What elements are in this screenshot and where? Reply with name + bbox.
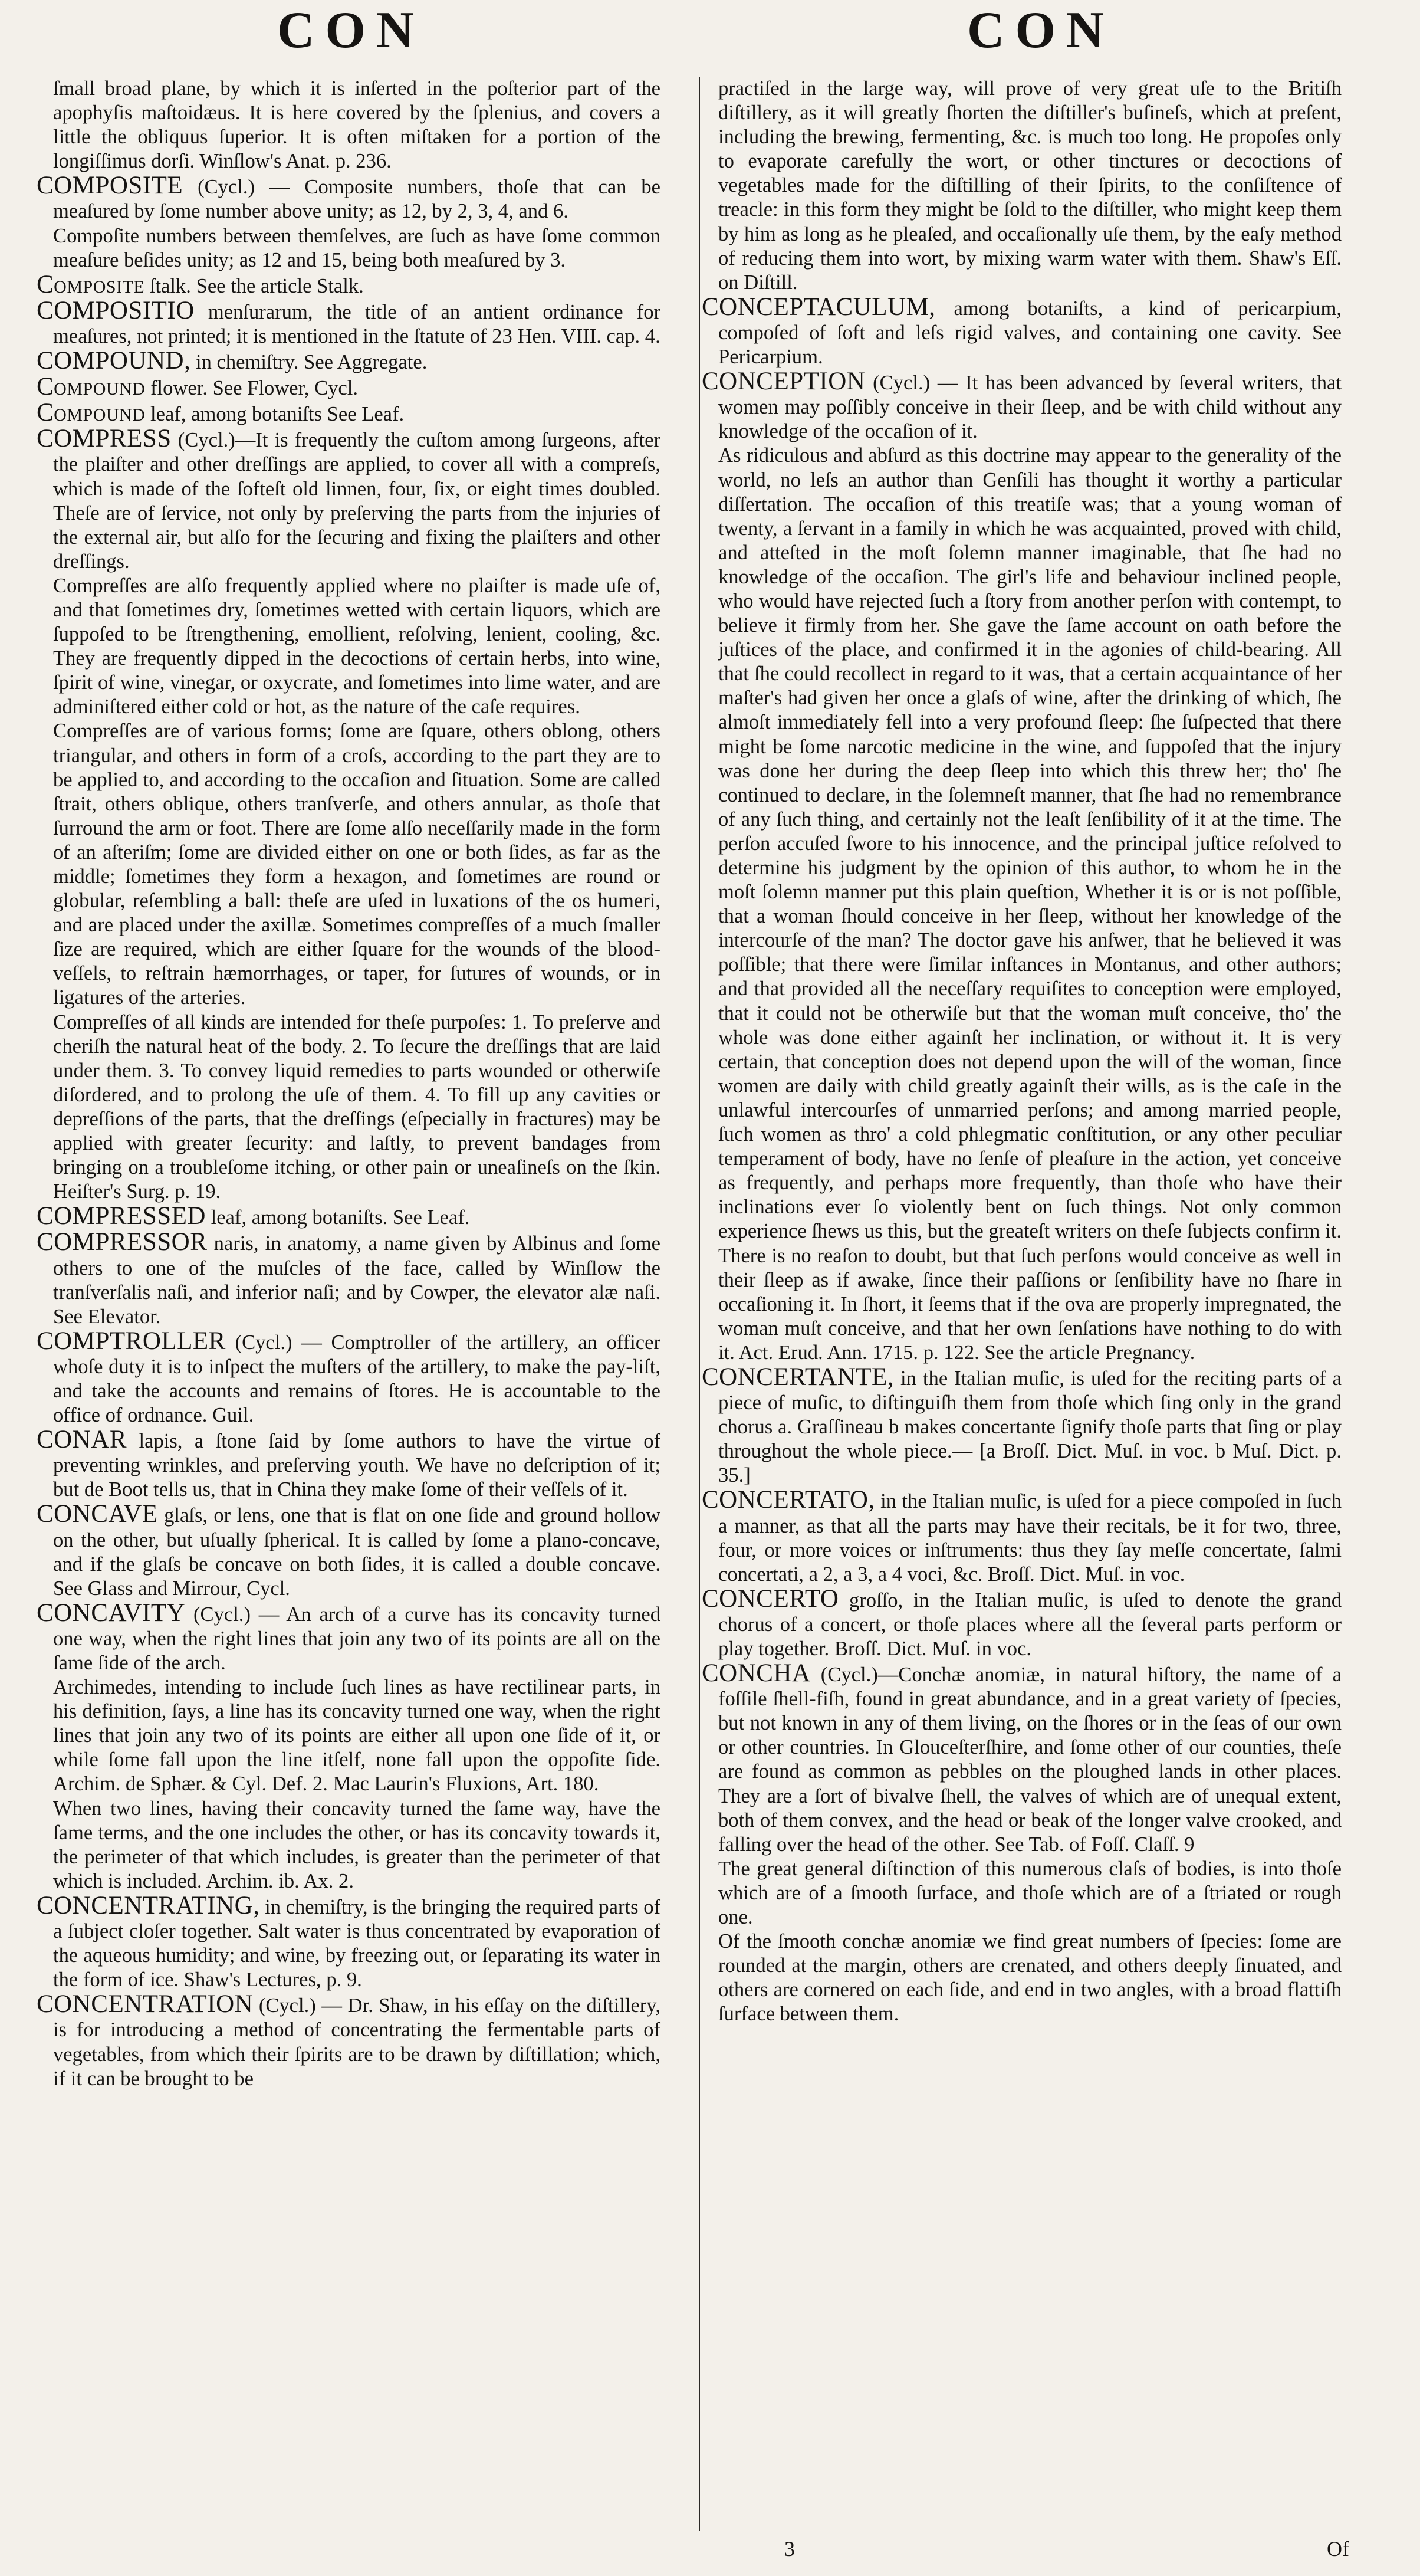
entry-text: (Cycl.) — An arch of a curve has its concavity turned one way, when the right lines that join any two of its points are all on the ſame ſide of the arch.	[53, 1603, 660, 1674]
dictionary-entry	[37, 1230, 660, 1328]
entry-text: in chemiſtry, is the bringing the required parts of a ſubject cloſer together. Salt water is thus concentrated by evaporation of the aqueous humidity; and wine, by freezing out, or ſeparating its water in the form of ice. Shaw's Lectures, p. 9.	[53, 1895, 661, 1991]
left-column	[37, 77, 660, 2091]
dictionary-entry	[37, 1502, 660, 1600]
entry-text: When two lines, having their concavity turned the ſame way, have the ſame terms, and the one includes the other, or has its concavity towards it, the perimeter of that which includes, is greater than the perimeter of that which is included. Archim. ib. Ax. 2.	[53, 1797, 660, 1892]
entry-paragraph	[37, 224, 660, 273]
headword: CONCAVE	[37, 1500, 158, 1528]
entry-text: groſſo, in the Italian muſic, is uſed to denote the grand chorus of a concert, or thoſe places where all the ſeveral parts perform or play together. Broſſ. Dict. Muſ. in voc.	[718, 1589, 1342, 1660]
entry-text: (Cycl.)—Conchæ anomiæ, in natural hiſtory, the name of a foſſile ſhell-fiſh, found in great abundance, and in a great variety of ſpecies, but not known in any of them living, on the ſhores or in the ſeas of our own or other countries. In Glouceſterſhire, and ſome other of our counties, theſe are found as common as pebbles on the ploughed lands in other places. They are a ſort of bivalve ſhell, the valves of which are of unequal extent, both of them convex, and the head or beak of the longer valve crooked, and falling over the head of the other. See Tab. of Foſſ. Claſſ. 9	[718, 1663, 1342, 1856]
entry-text: menſurarum, the title of an antient ordinance for meaſures, not printed; it is mentioned in the ſtatute of 23 Hen. VIII. cap. 4.	[53, 300, 660, 347]
page-number: 3	[784, 2537, 795, 2561]
dictionary-entry	[37, 1329, 660, 1428]
dictionary-entry	[702, 1365, 1342, 1488]
entry-text: lapis, a ſtone ſaid by ſome authors to have the virtue of preventing wrinkles, and preſerving youth. We have no deſcription of it; but de Boot tells us, that in China they make ſome of their veſſels of it.	[53, 1430, 660, 1501]
running-head-right: CON	[967, 2, 1115, 59]
entry-paragraph	[37, 77, 660, 173]
entry-paragraph	[37, 574, 660, 720]
entry-text: (Cycl.) — Dr. Shaw, in his eſſay on the diſtillery, is for introducing a method of concentrating the fermentable parts of vegetables, from which their ſpirits are to be drawn by diſtillation; which, if it can be brought to be	[53, 1994, 660, 2090]
dictionary-entry	[702, 1488, 1342, 1586]
headword: CONCENTRATION	[37, 1990, 254, 2019]
dictionary-entry	[702, 295, 1342, 369]
right-column	[702, 77, 1342, 2027]
entry-text: ſtalk. See the article Stalk.	[144, 274, 364, 297]
column-divider	[699, 77, 700, 2531]
entry-text: Archimedes, intending to include ſuch lines as have rectilinear parts, in his definition, ſays, a line has its concavity turned one way, when the right lines that join any two of its points are either all upon one ſide of it, or while ſome fall upon the line itſelf, none fall upon the oppoſite ſide. Archim. de Sphær. & Cyl. Def. 2. Mac Laurin's Fluxions, Art. 180.	[53, 1676, 660, 1796]
headword: COMPRESSOR	[37, 1228, 208, 1256]
headword: CONCEPTION	[702, 367, 866, 396]
dictionary-entry	[37, 426, 660, 574]
dictionary-entry	[37, 349, 660, 375]
headword: COMPOSITE	[37, 172, 183, 200]
dictionary-entry	[702, 369, 1342, 444]
dictionary-entry	[702, 1661, 1342, 1857]
dictionary-entry	[37, 375, 660, 401]
dictionary-entry	[37, 1428, 660, 1502]
dictionary-entry	[37, 1204, 660, 1230]
entry-text: naris, in anatomy, a name given by Albinus and ſome others to one of the muſcles of the face, called by Winſlow the tranſverſalis naſi, and inferior naſi; and by Cowper, the elevator alæ naſi. See Elevator.	[53, 1232, 660, 1328]
catchword: Of	[1327, 2537, 1349, 2561]
headword: COMPTROLLER	[37, 1327, 226, 1355]
entry-text: Compreſſes are of various forms; ſome are ſquare, others oblong, others triangular, and others in form of a croſs, according to the part they are to be applied to, and according to the occaſion and ſituation. Some are called ſtrait, others oblique, others tranſverſe, and others annular, as thoſe that ſurround the arm or foot. There are ſome alſo neceſſarily made in the form of an aſteriſm; ſome are divided either on one or both ſides, as far as the middle; ſometimes they form a hexagon, and ſometimes are round or globular, reſembling a ball: theſe are uſed in luxations of the os humeri, and are placed under the axillæ. Sometimes compreſſes of a much ſmaller ſize are required, which are either ſquare for the wounds of the blood-veſſels, to reſtrain hæmorrhages, or taper, for ſutures of wounds, or in ligatures of the arteries.	[53, 720, 660, 1009]
headword: CONCENTRATING,	[37, 1891, 260, 1919]
headword: Composite	[37, 270, 145, 298]
entry-text: Compreſſes of all kinds are intended for theſe purpoſes: 1. To preſerve and cheriſh the natural heat of the body. 2. To ſecure the dreſſings that are laid under them. 3. To convey liquid remedies to parts wounded or otherwiſe diſordered, and to prolong the uſe of them. 4. To fill up any cavities or depreſſions of the parts, that the dreſſings (eſpecially in fractures) may be applied with greater ſecurity: and laſtly, to prevent bandages from bringing on a troubleſome itching, or other pain or uneaſineſs on the ſkin. Heiſter's Surg. p. 19.	[53, 1010, 660, 1203]
headword: CONAR	[37, 1426, 127, 1454]
headword: CONCHA	[702, 1659, 811, 1688]
entry-text: As ridiculous and abſurd as this doctrine may appear to the generality of the world, no leſs an author than Genſili has thought it worthy a particular diſſertation. The occaſion of this treatiſe was; that a young woman of twenty, a ſervant in a family in which he was acquainted, proved with child, and atteſted in the moſt ſolemn manner imaginable, that ſhe had no knowledge of the occaſion. The girl's life and behaviour inclined people, who would have rejected ſuch a ſtory from another perſon with contempt, to believe it firmly from her. She gave the ſame account on oath before the juſtices of the place, and confirmed it in the agonies of child-bearing. All that ſhe could recollect in regard to it was, that a certain acquaintance of her maſter's had given her once a glaſs of wine, after the drinking of which, ſhe almoſt immediately fell into a very profound ſleep: ſhe ſuſpected that there might be ſome narcotic medicine in the wine, and ſuppoſed that the injury was done her during the deep ſleep into which this threw her; tho' ſhe continued to declare, in the ſolemneſt manner, that ſhe had no remembrance of any ſuch thing, and certainly not the leaſt ſenſibility of it at the time. The perſon accuſed ſwore to his innocence, and the principal juſtice reſolved to determine his judgment by the opinion of this author, to whom he in the moſt ſolemn manner put this plain queſtion, Whether it is or is not poſſible, that a woman ſhould conceive in her ſleep, without her knowledge of the intercourſe of the man? The doctor gave his anſwer, that he believed it was poſſible; that there were ſimilar inſtances in Montanus, and other authors; and that provided all the neceſſary requiſites to conception were employed, that it could not be otherwiſe but that the woman muſt conceive, tho' the whole was done either againſt her inclination, or without it. It is very certain, that conception does not depend upon the will of the woman, ſince women are daily with child greatly againſt their wills, as is the caſe in the unlawful intercourſes of unmarried perſons; and among married people, ſuch women as thro' a cold phlegmatic conſtitution, or any other peculiar temperament of body, have no ſenſe of pleaſure in the action, yet conceive as frequently, and perhaps more frequently, than thoſe who have their inclinations ever ſo violently bent on ſuch things. Not only common experience ſhews us this, but the greateſt writers on theſe ſubjects confirm it. There is no reaſon to doubt, but that ſuch perſons would conceive as well in their ſleep as if awake, ſince their paſſions or ſenſibility have no ſhare in occaſioning it. In ſhort, it ſeems that if the ova are properly impregnated, the woman muſt conceive, and that her own ſenſations have nothing to do with it. Act. Erud. Ann. 1715. p. 122. See the article Pregnancy.	[718, 444, 1342, 1364]
entry-text: in the Italian muſic, is uſed for a piece compoſed in ſuch a manner, as that all the parts may have their recitals, be it for two, three, four, or more voices or inſtruments: thus they ſay meſſe concertate, ſalmi concertati, a 2, a 3, a 4 voci, &c. Broſſ. Dict. Muſ. in voc.	[718, 1490, 1342, 1586]
entry-text: among botaniſts, a kind of pericarpium, compoſed of ſoft and leſs rigid valves, and containing one cavity. See Pericarpium.	[718, 297, 1342, 369]
entry-text: practiſed in the large way, will prove of very great uſe to the Britiſh diſtillery, as it will greatly ſhorten the diſtiller's buſineſs, which at preſent, including the brewing, fermenting, &c. is much too long. He propoſes only to evaporate carefully the wort, or other tinctures or decoctions of vegetables made for the diſtilling of their ſpirits, to the conſiſtence of treacle: in this form they might be ſold to the diſtiller, who might keep them by him as long as he pleaſed, and occaſionally uſe them, by the eaſy method of reducing them into wort, by mixing warm water with them. Shaw's Eſſ. on Diſtill.	[718, 77, 1342, 294]
dictionary-entry	[37, 270, 660, 298]
headword: COMPOSITIO	[37, 296, 195, 324]
dictionary-entry	[37, 1601, 660, 1675]
entry-paragraph	[702, 77, 1342, 295]
dictionary-entry	[702, 1584, 1342, 1661]
headword: CONCERTANTE,	[702, 1363, 895, 1391]
entry-paragraph	[702, 1857, 1342, 1929]
headword: Compound	[37, 399, 146, 427]
entry-paragraph	[702, 444, 1342, 1365]
entry-paragraph	[37, 1797, 660, 1894]
headword: COMPRESSED	[37, 1202, 206, 1230]
entry-text: leaf, among botaniſts. See Leaf.	[205, 1206, 470, 1229]
entry-text: (Cycl.) — Composite numbers, thoſe that can be meaſured by ſome number above unity; as 12, by 2, 3, 4, and 6.	[53, 176, 660, 223]
entry-text: Of the ſmooth conchæ anomiæ we find great numbers of ſpecies: ſome are rounded at the margin, others are crenated, and others deeply ſinuated, and others are cornered on each ſide, and end in two angles, with a broad flattiſh ſurface between them.	[718, 1930, 1342, 2026]
headword: CONCERTATO,	[702, 1486, 875, 1514]
headword: CONCERTO	[702, 1584, 839, 1613]
dictionary-entry	[37, 173, 660, 224]
entry-text: Compreſſes are alſo frequently applied where no plaiſter is made uſe of, and that ſometimes dry, ſometimes wetted with certain liquors, which are ſuppoſed to be ſtrengthening, emollient, reſolving, lenient, cooling, &c. They are frequently dipped in the decoctions of certain herbs, into wine, ſpirit of wine, vinegar, or oxycrate, and ſometimes into lime water, and are adminiſtered either cold or hot, as the nature of the caſe requires.	[53, 574, 660, 718]
entry-paragraph	[37, 1010, 660, 1205]
entry-paragraph	[37, 719, 660, 1010]
headword: COMPOUND,	[37, 347, 191, 375]
entry-paragraph	[702, 1929, 1342, 2026]
entry-text: Compoſite numbers between themſelves, are ſuch as have ſome common meaſure beſides unity; as 12 and 15, being both meaſured by 3.	[53, 224, 660, 271]
dictionary-entry	[37, 401, 660, 426]
entry-text: (Cycl.) — It has been advanced by ſeveral writers, that women may poſſibly conceive in their ſleep, and be with child without any knowledge of the occaſion of it.	[718, 372, 1342, 443]
entry-text: ſmall broad plane, by which it is inſerted in the poſterior part of the apophyſis maſtoidæus. It is here covered by the ſplenius, and covers a little the obliquus ſuperior. It is often miſtaken for a portion of the longiſſimus dorſi. Winſlow's Anat. p. 236.	[53, 77, 660, 173]
dictionary-entry	[37, 1992, 660, 2091]
entry-text: flower. See Flower, Cycl.	[145, 377, 359, 400]
headword: CONCEPTACULUM,	[702, 293, 936, 321]
entry-text: in the Italian muſic, is uſed for the reciting parts of a piece of muſic, to diſtinguiſh them from thoſe which ſing only in the grand chorus a. Graſſineau b makes concertante ſignify thoſe parts that ſing or play throughout the whole piece.— [a Broſſ. Dict. Muſ. in voc. b Muſ. Dict. p. 35.]	[718, 1367, 1342, 1487]
dictionary-entry	[37, 298, 660, 349]
entry-text: (Cycl.)—It is frequently the cuſtom among ſurgeons, after the plaiſter and other dreſſings are applied, to cover all with a compreſs, which is made of the ſofteſt old linnen, four, ſix, or eight times doubled. Theſe are of ſervice, not only by preſerving the parts from the injuries of the external air, but alſo for the ſecuring and fixing the plaiſters and other dreſſings.	[53, 429, 660, 573]
entry-text: leaf, among botaniſts See Leaf.	[145, 403, 405, 426]
dictionary-entry	[37, 1891, 661, 1992]
headword: Compound	[37, 373, 146, 401]
headword: COMPRESS	[37, 425, 172, 453]
headword: CONCAVITY	[37, 1599, 186, 1627]
entry-paragraph	[37, 1675, 660, 1796]
entry-text: (Cycl.) — Comptroller of the artillery, an officer whoſe duty it is to inſpect the muſters of the artillery, to make the pay-liſt, and take the accounts and remains of ſtores. He is accountable to the office of ordnance. Guil.	[53, 1331, 660, 1427]
entry-text: in chemiſtry. See Aggregate.	[190, 351, 428, 374]
entry-text: glaſs, or lens, one that is flat on one ſide and ground hollow on the other, but uſually ſpherical. It is called by ſome a plano-concave, and if the glaſs be concave on both ſides, it is called a double concave. See Glass and Mirrour, Cycl.	[53, 1504, 660, 1600]
running-head-left: CON	[277, 2, 425, 59]
entry-text: The great general diſtinction of this numerous claſs of bodies, is into thoſe which are of a ſmooth ſurface, and thoſe which are of a ſtriated or rough one.	[718, 1857, 1342, 1929]
